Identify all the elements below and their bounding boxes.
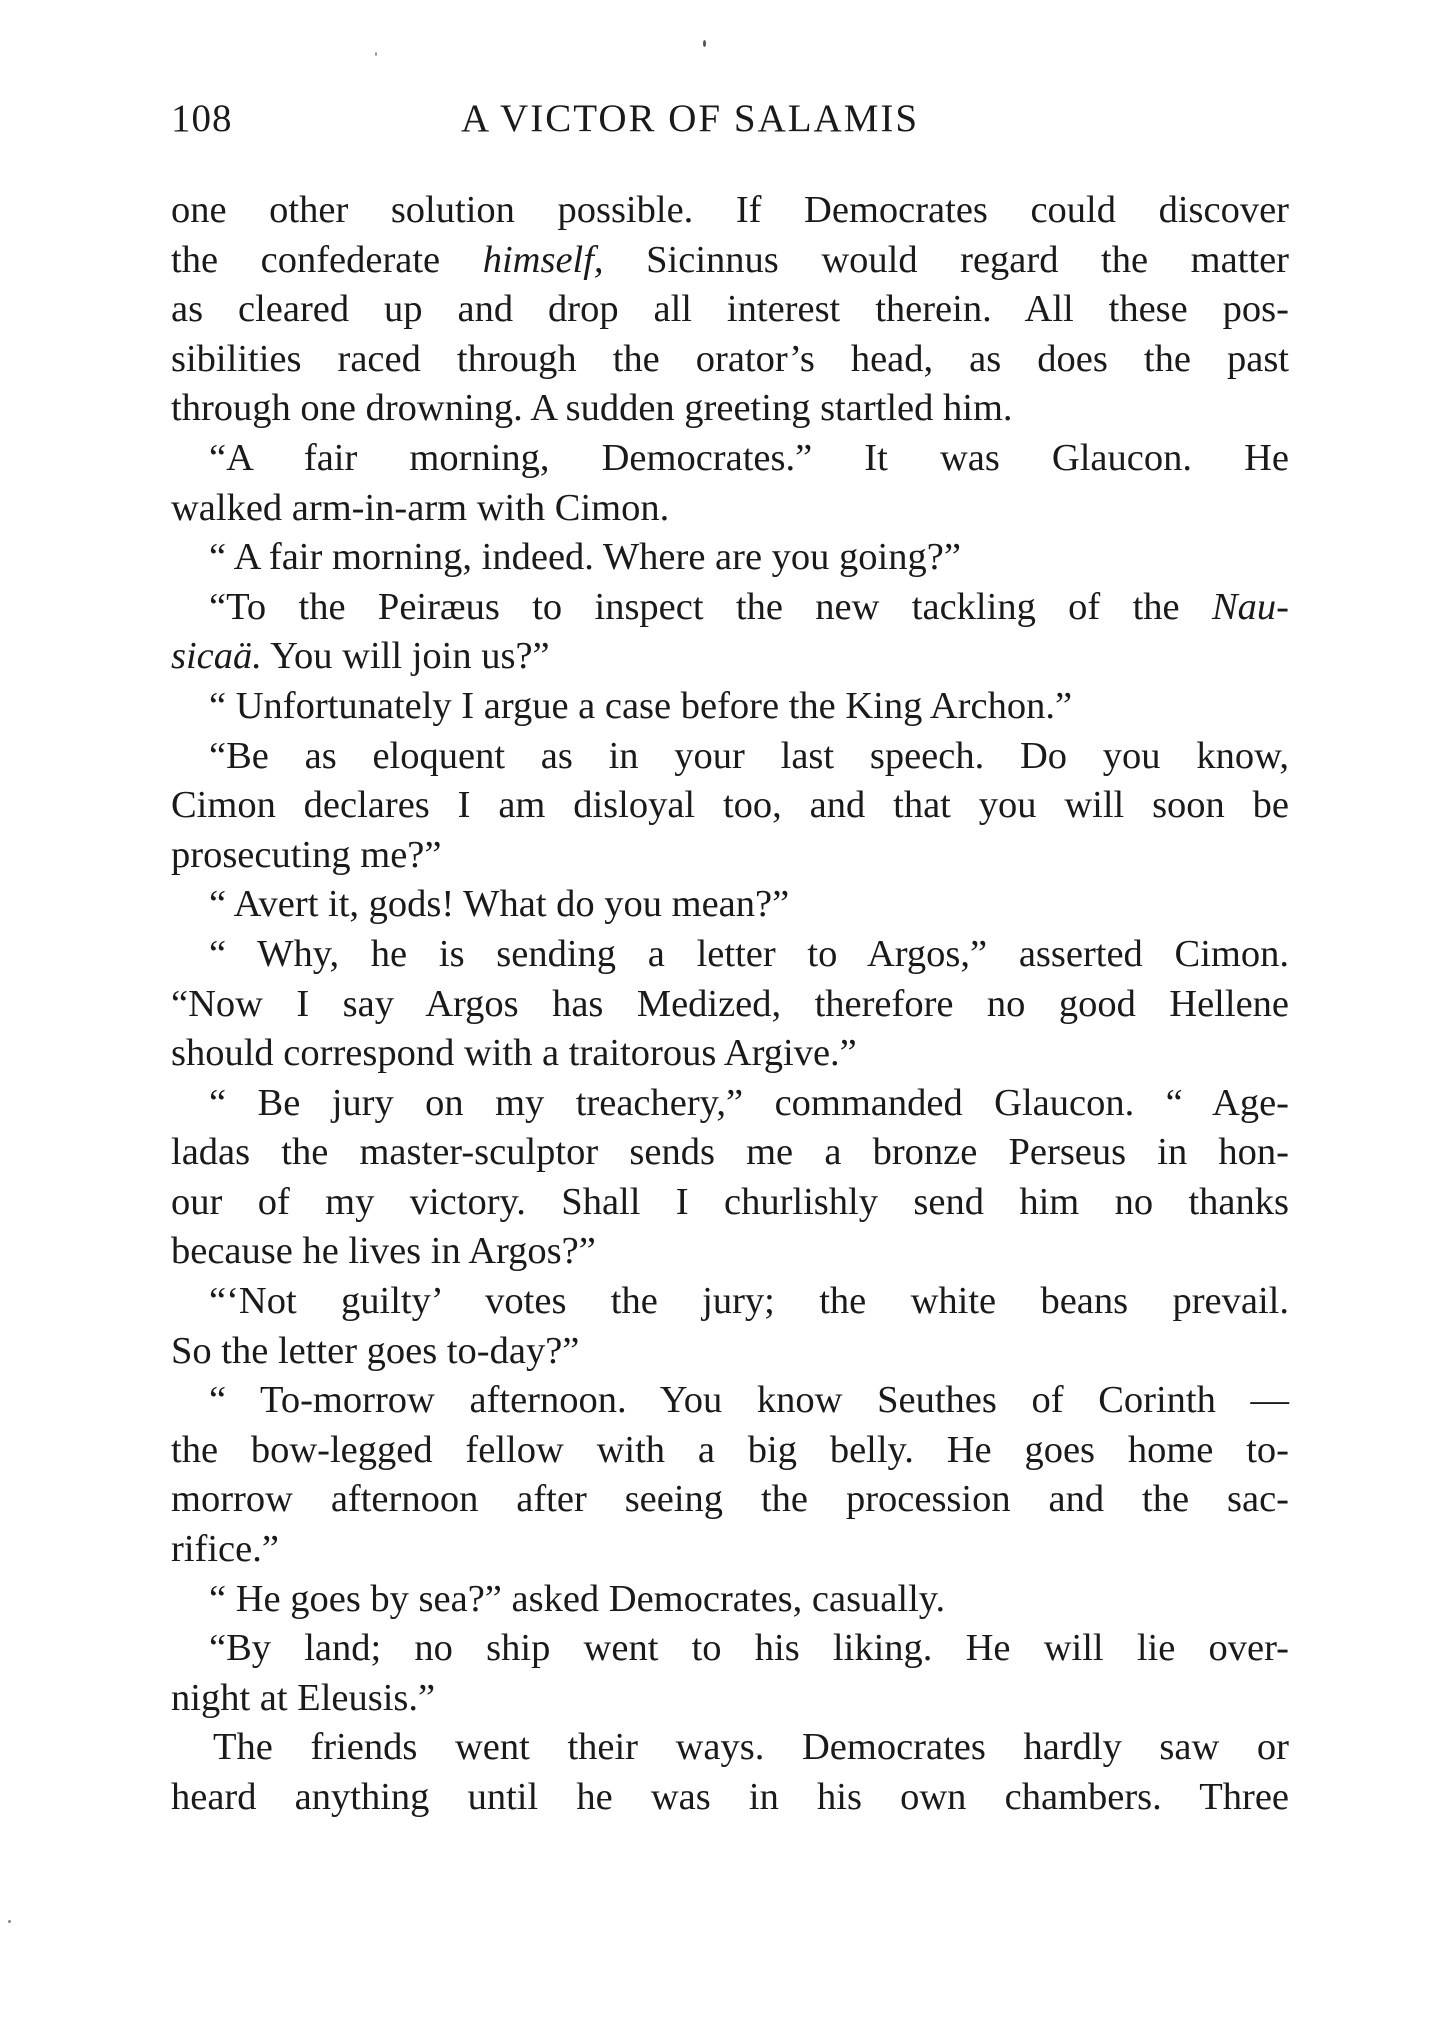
text-line: The friends went their ways. Democrates hardly saw or [213,1726,1289,1769]
text-line: night at Eleusis.” [171,1676,436,1719]
text-line: Cimon declares I am disloyal too, and that you will soon be [171,784,1289,827]
text-line: “A fair morning, Democrates.” It was Glaucon. He [209,436,1289,479]
text-line: “ Avert it, gods! What do you mean?” [209,883,790,926]
text-line: heard anything until he was in his own chambers. Three [171,1776,1289,1818]
text-line: the bow-legged fellow with a big belly. He goes home to- [171,1428,1289,1471]
page-number: 108 [171,97,233,140]
text-line: “Now I say Argos has Medized, therefore no good Hellene [171,982,1289,1025]
italic-word: himself, [482,238,604,281]
text-line: “ Why, he is sending a letter to Argos,” asserted Cimon. [209,932,1289,975]
text-line: “ He goes by sea?” asked Democrates, casually. [209,1577,946,1620]
text-line: “To the Peiræus to inspect the new tackling of the Nau- [209,585,1289,628]
text-line: prosecuting me?” [171,833,442,876]
text-line: one other solution possible. If Democrates could discover [171,189,1289,231]
text-line: through one drowning. A sudden greeting startled him. [171,387,1013,430]
text-line: sicaä. You will join us?” [171,635,550,678]
text-line: morrow afternoon after seeing the procession and the sac- [171,1478,1289,1521]
text-line: because he lives in Argos?” [171,1230,596,1273]
text-line: “ To-morrow afternoon. You know Seuthes of Corinth — [209,1379,1289,1422]
text-line: “ Be jury on my treachery,” commanded Glaucon. “ Age- [209,1081,1289,1124]
print-speck [375,52,377,56]
italic-word: Nau- [1212,585,1289,628]
text-line: the confederate himself, Sicinnus would regard the matter [171,238,1289,281]
text-line: “‘Not guilty’ votes the jury; the white beans prevail. [209,1280,1289,1323]
text-line: So the letter goes to-day?” [171,1329,580,1372]
running-title: A VICTOR OF SALAMIS [461,97,920,140]
text-line: as cleared up and drop all interest therein. All these pos- [171,288,1289,331]
text-line: ladas the master-sculptor sends me a bronze Perseus in hon- [171,1131,1289,1174]
text-line: sibilities raced through the orator’s head, as does the past [171,337,1289,380]
text-line: “ Unfortunately I argue a case before the King Archon.” [209,684,1073,727]
running-header [171,96,1291,152]
text-line: “ A fair morning, indeed. Where are you going?” [209,536,961,579]
print-speck [703,40,706,47]
text-line: “Be as eloquent as in your last speech. Do you know, [209,734,1289,777]
body-text [171,186,1289,1823]
text-line: walked arm-in-arm with Cimon. [171,486,670,529]
print-speck [8,1920,11,1923]
text-line: “By land; no ship went to his liking. He will lie over- [209,1627,1289,1670]
text-line: should correspond with a traitorous Argive.” [171,1032,857,1075]
italic-word: sicaä. [171,635,262,678]
text-line: our of my victory. Shall I churlishly send him no thanks [171,1180,1289,1223]
text-line: rifice.” [171,1528,279,1571]
